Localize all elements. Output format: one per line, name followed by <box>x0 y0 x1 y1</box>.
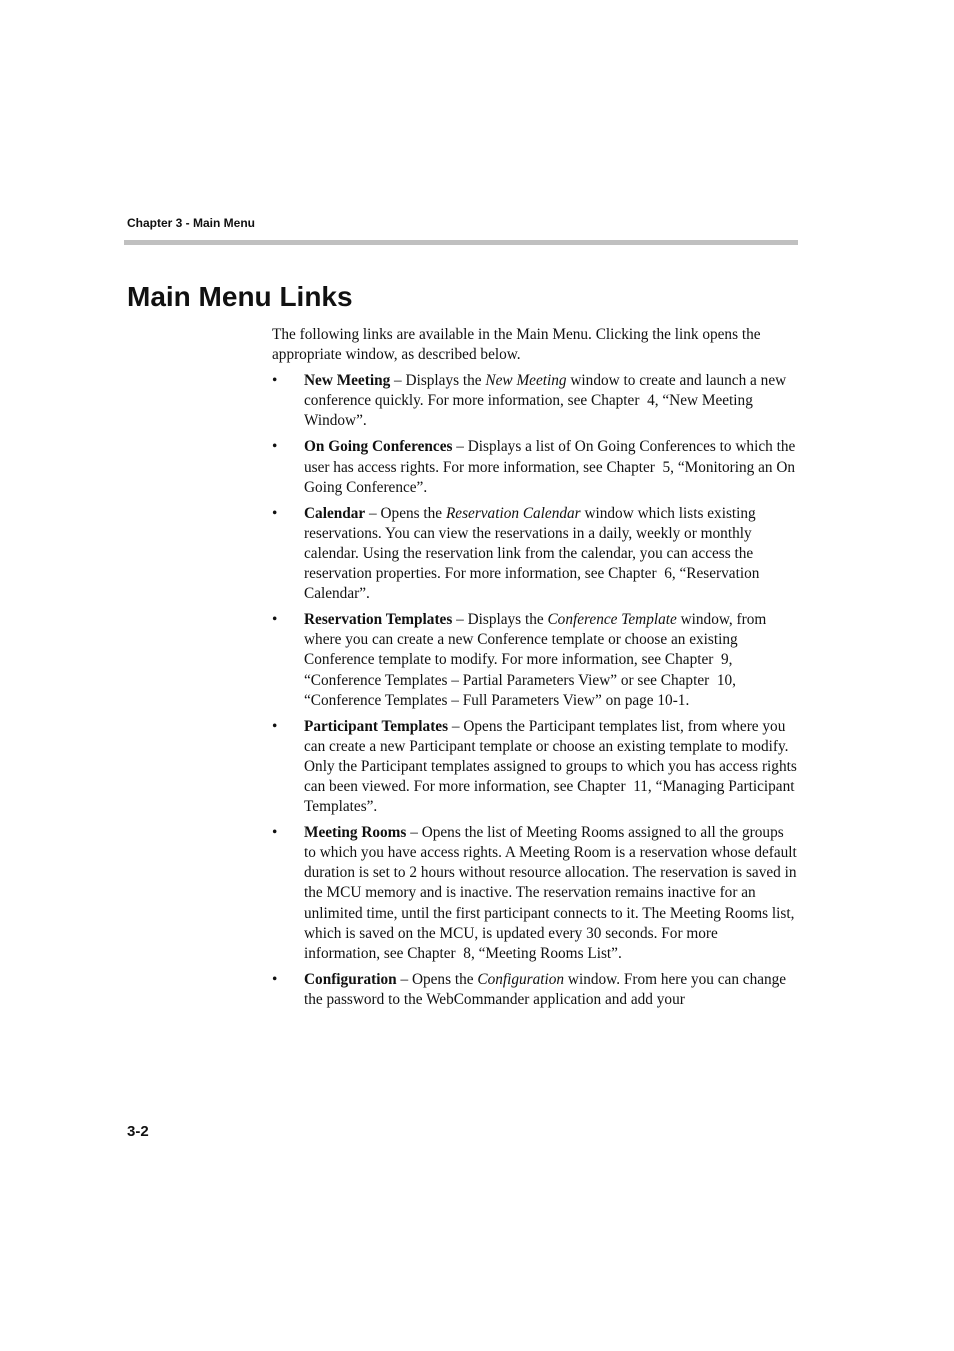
item-desc: – Displays a list of On Going Conferences to which the user has access rights. For more information, see Chapter 5, “Monitoring an On Going Conference”. <box>304 438 796 496</box>
item-desc: – Opens the Participant templates list, from where you can create a new Participant template or choose an existing template to modify. Only the Participant templates assigned to groups to which you has access rights can been viewed. For more information, see Chapter 11, “Managing Participant Templates”. <box>304 717 797 816</box>
item-window-name: Configuration <box>477 970 565 988</box>
item-window-name: New Meeting <box>485 372 567 390</box>
running-head: Chapter 3 - Main Menu <box>127 216 256 230</box>
item-desc-cont: window which lists existing reservations. You can view the reservations in a daily, weekly or monthly calendar. Using the reservation link from the calendar, you can access the reservation properties. For more information, see Chapter 6, “Reservation Calendar”. <box>304 504 760 603</box>
section-title: Main Menu Links <box>127 281 353 312</box>
list-item-reservation-templates <box>272 610 797 710</box>
item-term: Configuration <box>304 970 397 988</box>
bullet-icon: • <box>272 611 278 629</box>
item-desc: – Displays the <box>452 611 548 629</box>
item-desc-cont: window to create and launch a new conference quickly. For more information, see Chapter 4, “New Meeting Window”. <box>304 372 787 430</box>
bullet-icon: • <box>272 824 278 842</box>
header-rule <box>124 240 798 245</box>
item-term: Calendar <box>304 504 366 522</box>
item-desc: – Opens the <box>396 970 478 988</box>
list-item-participant-templates <box>272 717 797 817</box>
item-desc: – Opens the <box>365 504 446 522</box>
body-text <box>272 325 797 1016</box>
bullet-icon: • <box>272 717 278 735</box>
list-item-configuration <box>272 970 797 1010</box>
page-number: 3-2 <box>127 1123 149 1140</box>
item-term: Meeting Rooms <box>304 824 407 842</box>
intro-paragraph: The following links are available in the Main Menu. Clicking the link opens the appropriate window, as described below. <box>272 326 761 364</box>
menu-links-list <box>272 371 797 1010</box>
item-term: On Going Conferences <box>304 438 453 456</box>
item-term: Reservation Templates <box>304 611 453 629</box>
list-item-new-meeting <box>272 371 797 431</box>
item-desc-cont: window. From here you can change the password to the WebCommander application and add your <box>304 970 787 1008</box>
bullet-icon: • <box>272 970 278 988</box>
list-item-calendar <box>272 504 797 604</box>
item-term: Participant Templates <box>304 717 449 735</box>
item-desc: – Opens the list of Meeting Rooms assigned to all the groups to which you have access rights. A Meeting Room is a reservation whose default duration is set to 2 hours without resource allocation. The reservation is saved in the MCU memory and is inactive. The reservation remains inactive for an unlimited time, until the first participant connects to it. The Meeting Rooms list, which is saved on the MCU, is updated every 30 seconds. For more information, see Chapter 8, “Meeting Rooms List”. <box>304 824 797 962</box>
item-window-name: Reservation Calendar <box>445 504 581 522</box>
bullet-icon: • <box>272 504 278 522</box>
item-desc-cont: window, from where you can create a new Conference template or choose an existing Conference template to modify. For more information, see Chapter 9, “Conference Templates – Partial Parameters View” or see Chapter 10, “Conference Templates – Full Parameters View” on page 10-1. <box>304 611 767 709</box>
list-item-on-going-conferences <box>272 437 797 497</box>
bullet-icon: • <box>272 438 278 456</box>
list-item-meeting-rooms <box>272 823 797 964</box>
item-desc: – Displays the <box>390 372 486 390</box>
item-term: New Meeting <box>304 372 391 390</box>
item-window-name: Conference Template <box>547 611 677 629</box>
bullet-icon: • <box>272 372 278 390</box>
